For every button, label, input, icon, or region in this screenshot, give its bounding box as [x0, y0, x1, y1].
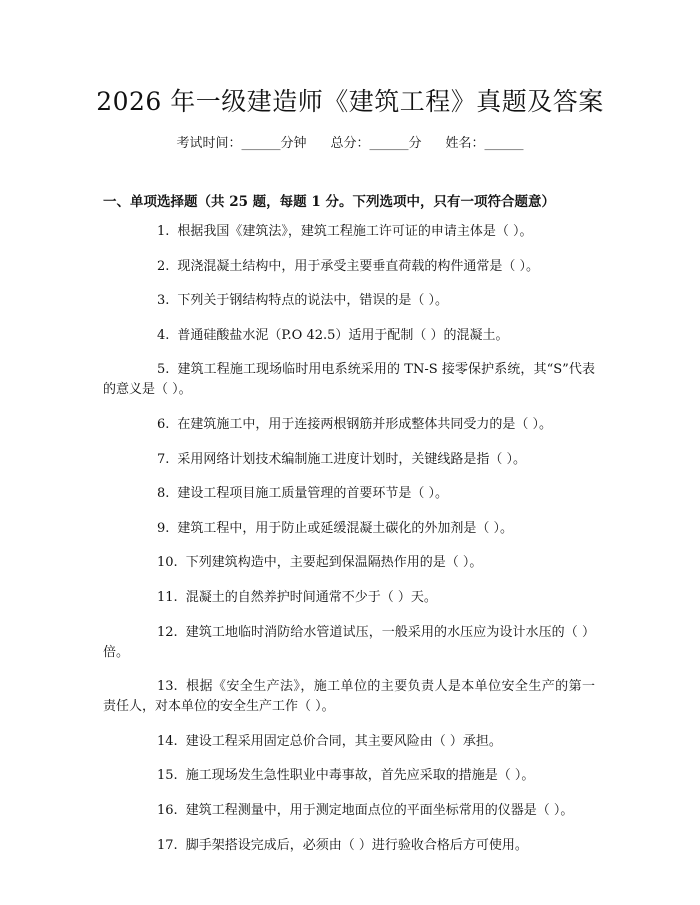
question-text: 下列关于钢结构特点的说法中，错误的是（ ）。 — [177, 293, 449, 309]
question-text: 建设工程项目施工质量管理的首要环节是（ ）。 — [177, 486, 449, 502]
question-text: 现浇混凝土结构中，用于承受主要垂直荷载的构件通常是（ ）。 — [177, 258, 540, 274]
question-item — [103, 677, 595, 717]
question-item — [103, 553, 595, 573]
question-number: 7. — [157, 451, 170, 467]
question-item — [103, 291, 595, 311]
question-item — [103, 484, 595, 504]
question-number: 8. — [157, 486, 170, 502]
question-list — [103, 222, 595, 870]
question-item — [103, 766, 595, 786]
question-text: 施工现场发生急性职业中毒事故，首先应采取的措施是（ ）。 — [185, 768, 535, 784]
name-field: 姓名：______ — [445, 136, 524, 151]
question-text: 建筑工程施工现场临时用电系统采用的 TN-S 接零保护系统，其“S”代表的意义是（ ）。 — [103, 362, 595, 398]
question-item — [103, 360, 595, 400]
document-title: 2026 年一级建造师《建筑工程》真题及答案 — [96, 87, 604, 116]
question-text: 建筑工程中，用于防止或延缓混凝土碳化的外加剂是（ ）。 — [177, 520, 514, 536]
question-text: 建筑工地临时消防给水管道试压，一般采用的水压应为设计水压的（ ）倍。 — [103, 624, 595, 660]
question-number: 2. — [157, 258, 170, 274]
question-text: 下列建筑构造中，主要起到保温隔热作用的是（ ）。 — [185, 555, 483, 571]
question-number: 13. — [157, 679, 178, 695]
question-number: 14. — [157, 733, 178, 749]
question-number: 12. — [157, 624, 178, 640]
question-text: 采用网络计划技术编制施工进度计划时，关键线路是指（ ）。 — [177, 451, 527, 467]
question-number: 11. — [157, 589, 178, 605]
question-item — [103, 732, 595, 752]
question-number: 3. — [157, 293, 170, 309]
question-text: 建设工程采用固定总价合同，其主要风险由（ ）承担。 — [185, 733, 502, 749]
question-item — [103, 415, 595, 435]
question-item — [103, 623, 595, 663]
question-text: 混凝土的自然养护时间通常不少于（ ）天。 — [185, 589, 437, 605]
question-text: 建筑工程测量中，用于测定地面点位的平面坐标常用的仪器是（ ）。 — [185, 802, 574, 818]
question-item — [103, 326, 595, 346]
question-number: 4. — [157, 327, 170, 343]
question-item — [103, 588, 595, 608]
question-item — [103, 257, 595, 277]
question-text: 在建筑施工中，用于连接两根钢筋并形成整体共同受力的是（ ）。 — [177, 416, 553, 432]
question-number: 16. — [157, 802, 178, 818]
question-text: 根据《安全生产法》，施工单位的主要负责人是本单位安全生产的第一责任人，对本单位的安全生产工作（ ）。 — [103, 679, 595, 715]
question-item — [103, 801, 595, 821]
exam-time-field: 考试时间：______分钟 — [176, 136, 307, 151]
exam-info-line — [0, 132, 700, 151]
question-item — [103, 450, 595, 470]
question-number: 17. — [157, 837, 178, 853]
question-number: 6. — [157, 416, 170, 432]
question-number: 9. — [157, 520, 170, 536]
question-text: 脚手架搭设完成后，必须由（ ）进行验收合格后方可使用。 — [185, 837, 528, 853]
total-score-field: 总分：______分 — [330, 136, 422, 151]
question-item — [103, 222, 595, 242]
question-number: 1. — [157, 224, 170, 239]
section-heading: 一、单项选择题（共 25 题，每题 1 分。下列选项中，只有一项符合题意） — [103, 194, 555, 210]
question-text: 根据我国《建筑法》，建筑工程施工许可证的申请主体是（ ）。 — [177, 224, 533, 239]
question-number: 5. — [157, 362, 170, 378]
question-number: 15. — [157, 768, 178, 784]
question-number: 10. — [157, 555, 178, 571]
question-text: 普通硅酸盐水泥（P.O 42.5）适用于配制（ ）的混凝土。 — [177, 327, 509, 343]
question-item — [103, 836, 595, 856]
question-item — [103, 519, 595, 539]
